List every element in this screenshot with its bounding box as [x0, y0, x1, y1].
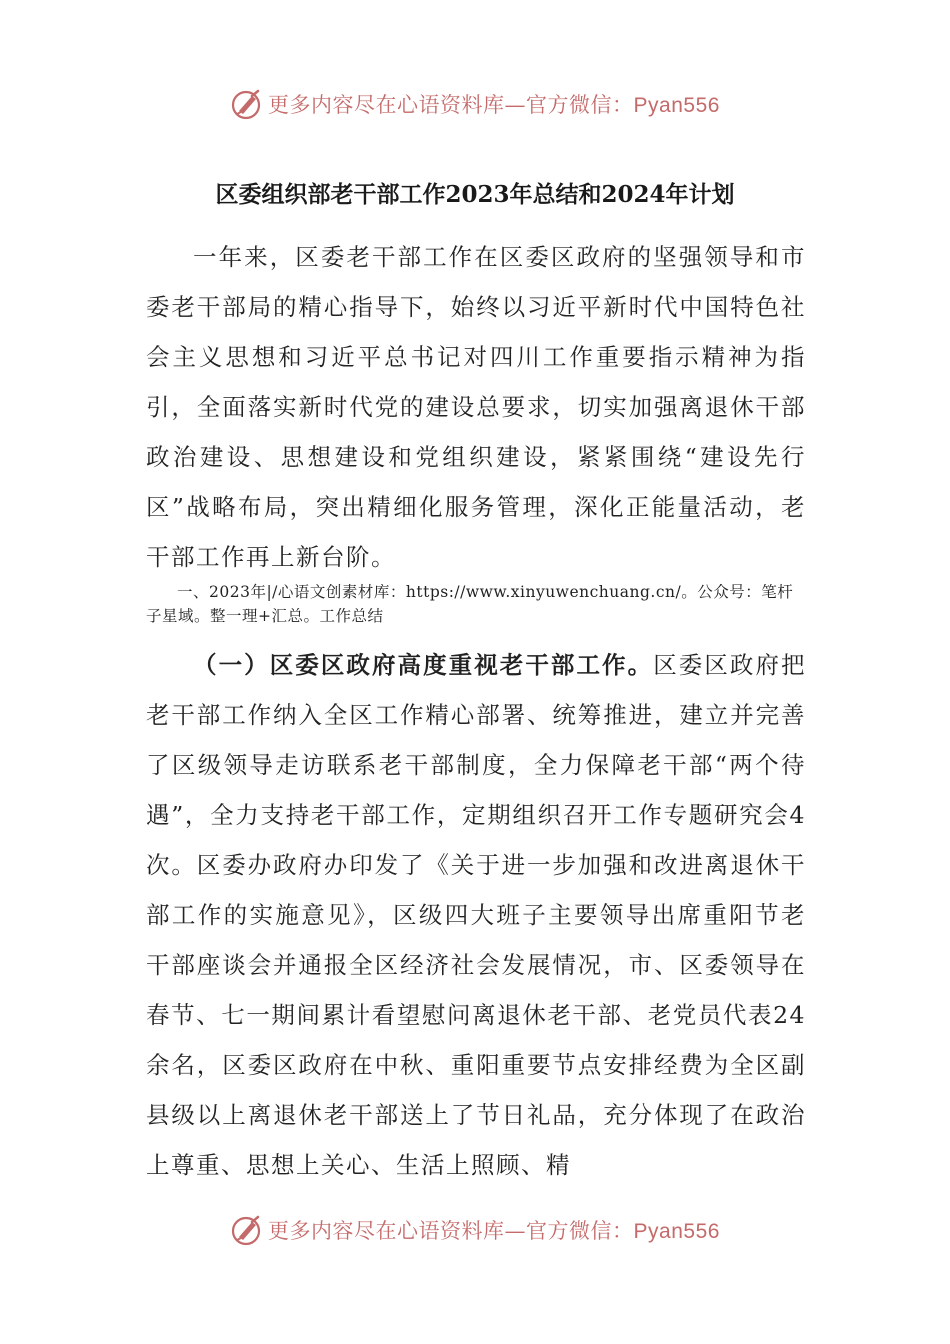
header-watermark-banner [0, 84, 950, 124]
subsection-1-heading: （一）区委区政府高度重视老干部工作。 [193, 651, 654, 679]
banner-text: 更多内容尽在心语资料库—官方微信：Pyan556 [268, 93, 720, 117]
footer-watermark-banner [0, 1210, 950, 1250]
subsection-1-body: 区委区政府把老干部工作纳入全区工作精心部署、统筹推进，建立并完善了区级领导走访联系老干部制度，全力保障老干部“两个待遇”，全力支持老干部工作，定期组织召开工作专题研究会4次。区委办政府办印发了《关于进一步加强和改进离退休干部工作的实施意见》，区级四大班子主要领导出席重阳节老干部座谈会并通报全区经济社会发展情况，市、区委领导在春节、七一期间累计看望慰问离退休老干部、老党员代表24余名，区委区政府在中秋、重阳重要节点安排经费为全区副县级以上离退休老干部送上了节日礼品，充分体现了在政治上尊重、思想上关心、生活上照顾、精 [146, 651, 807, 1179]
pen-seal-icon [230, 1213, 264, 1247]
wechat-id: Pyan556 [633, 94, 720, 117]
intro-paragraph: 一年来，区委老干部工作在区委区政府的坚强领导和市委老干部局的精心指导下，始终以习近平新时代中国特色社会主义思想和习近平总书记对四川工作重要指示精神为指引，全面落实新时代党的建设总要求，切实加强离退休干部政治建设、思想建设和党组织建设，紧紧围绕“建设先行区”战略布局，突出精细化服务管理，深化正能量活动，老干部工作再上新台阶。 [146, 243, 806, 571]
subsection-1-paragraph [146, 640, 806, 1190]
wechat-id: Pyan556 [633, 1220, 720, 1243]
document-title: 区委组织部老干部工作2023年总结和2024年计划 [215, 181, 735, 208]
banner-text: 更多内容尽在心语资料库—官方微信：Pyan556 [268, 1219, 720, 1243]
section-heading-note: 一、2023年|/心语文创素材库：https://www.xinyuwenchuang.cn/。公众号：笔杆子星域。整一理+汇总。工作总结 [146, 583, 794, 625]
pen-seal-icon [230, 87, 264, 121]
